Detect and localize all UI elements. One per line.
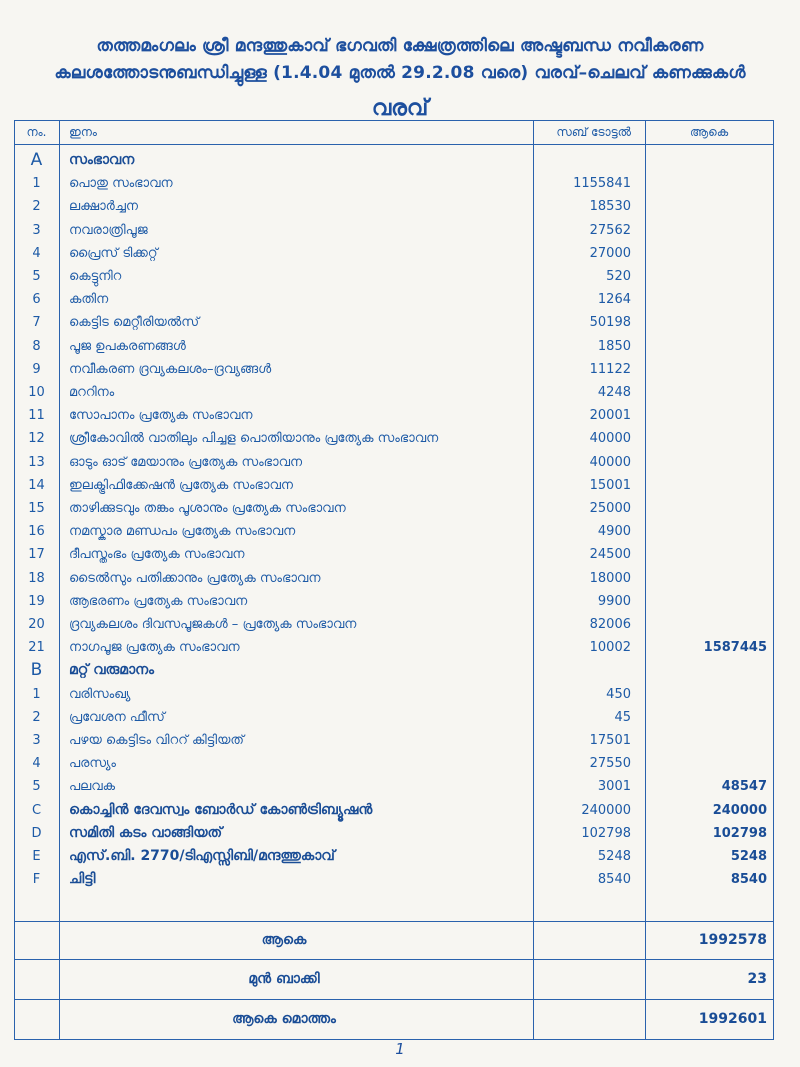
- row-subtotal: 40000: [589, 454, 631, 470]
- row-number: 17: [28, 547, 45, 563]
- table-row: [15, 520, 773, 543]
- row-total: [655, 567, 767, 590]
- row-number: 4: [32, 245, 41, 261]
- row-subtotal: 240000: [581, 802, 631, 818]
- row-item: മറ്റ് വരുമാനം: [69, 662, 155, 679]
- table-row: [15, 567, 773, 590]
- row-item: എസ്.ബി. 2770/ടിഎസ്സിബി/മന്ദത്തുകാവ്: [69, 848, 335, 864]
- row-number: 7: [32, 315, 41, 331]
- row-item: ലക്ഷാർച്ചന: [69, 199, 138, 215]
- table-row: [15, 335, 773, 358]
- table-row: [15, 242, 773, 265]
- row-number: B: [30, 660, 43, 681]
- table-row: [15, 311, 773, 334]
- row-subtotal: 50198: [589, 315, 631, 331]
- summary-label: മുൻ ബാക്കി: [248, 971, 320, 987]
- row-total: [655, 288, 767, 311]
- row-item: പരസ്യം: [69, 756, 116, 772]
- summary-value: 23: [747, 971, 767, 987]
- row-total: [655, 265, 767, 288]
- table-row: [15, 543, 773, 566]
- row-number: 1: [32, 686, 41, 702]
- row-subtotal: 27550: [589, 756, 631, 772]
- row-subtotal: 9900: [597, 593, 631, 609]
- row-total: [655, 543, 767, 566]
- row-number: 5: [32, 269, 41, 284]
- row-number: 21: [28, 640, 45, 656]
- row-subtotal: 4900: [597, 524, 631, 540]
- row-subtotal: 450: [606, 686, 631, 702]
- row-item: പ്രൈസ് ടിക്കറ്റ്: [69, 245, 158, 261]
- table-row: [15, 683, 773, 706]
- row-total: [655, 381, 767, 404]
- row-subtotal: 520: [606, 269, 631, 284]
- row-number: C: [31, 802, 42, 818]
- row-subtotal: [531, 149, 631, 172]
- row-number: A: [30, 150, 43, 170]
- row-number: 11: [28, 408, 45, 424]
- row-number: 2: [32, 709, 41, 725]
- row-subtotal: [531, 659, 631, 682]
- row-subtotal: 40000: [589, 431, 631, 447]
- row-subtotal: 27000: [589, 245, 631, 261]
- row-total: [655, 683, 767, 706]
- table-row: [15, 288, 773, 311]
- row-number: 3: [32, 222, 41, 238]
- row-subtotal: 17501: [589, 733, 631, 748]
- row-item: ഓടും ഓട് മേയാനും പ്രത്യേക സംഭാവന: [69, 454, 303, 470]
- row-item: വരിസംഖ്യ: [69, 686, 131, 702]
- summary-grand-total-row: [15, 1002, 773, 1036]
- table-row: [15, 427, 773, 450]
- summary-total-row: [15, 923, 773, 957]
- row-total: [655, 427, 767, 450]
- row-total: [655, 706, 767, 729]
- row-total: [655, 659, 767, 682]
- row-total: [655, 497, 767, 520]
- summary-label: ആകെ: [261, 932, 307, 948]
- row-number: 14: [28, 477, 45, 493]
- summary-label: ആകെ മൊത്തം: [232, 1011, 336, 1027]
- row-subtotal: 27562: [589, 222, 631, 238]
- row-item: ശ്രീകോവിൽ വാതിലും പിച്ചള പൊതിയാനും പ്രത്യേക സംഭാവന: [69, 431, 439, 447]
- row-total: 5248: [730, 849, 767, 864]
- summary-rule: [15, 959, 773, 960]
- summary-rule: [15, 999, 773, 1000]
- row-item: നവീകരണ ദ്രവ്യകലശം–ദ്രവ്യങ്ങൾ: [69, 361, 272, 377]
- row-item: സംഭാവന: [69, 152, 135, 168]
- row-subtotal: 1155841: [573, 176, 631, 192]
- row-item: ദ്രവ്യകലശം ദിവസപൂജകൾ – പ്രത്യേക സംഭാവന: [69, 617, 357, 632]
- row-number: 19: [28, 593, 45, 609]
- header-rule: [15, 144, 773, 145]
- row-item: നവരാത്രിപൂജ: [69, 222, 148, 238]
- row-number: 9: [32, 361, 41, 377]
- row-total: [655, 729, 767, 752]
- table-row: [15, 381, 773, 404]
- row-number: 20: [28, 617, 45, 632]
- row-item: സമിതി കടം വാങ്ങിയത്: [69, 824, 223, 841]
- row-total: [655, 613, 767, 636]
- title-line-1: തത്തമംഗലം ശ്രീ മന്ദത്തുകാവ് ഭഗവതി ക്ഷേത്രത്തിലെ അഷ്ടബന്ധ നവീകരണ: [96, 36, 704, 56]
- title-line-2: കലശത്തോടനുബന്ധിച്ചുള്ള (1.4.04 മുതൽ 29.2.08 വരെ) വരവ്–ചെലവ് കണക്കുകൾ: [54, 63, 746, 83]
- row-total: [655, 474, 767, 497]
- row-number: 6: [32, 292, 41, 308]
- row-total: [655, 404, 767, 427]
- section-heading: വരവ്: [371, 96, 429, 121]
- table-row: [15, 172, 773, 195]
- row-item: പലവക: [69, 779, 116, 795]
- table-row: [15, 752, 773, 775]
- table-row: [15, 404, 773, 427]
- row-item: ഇലക്ട്രിഫിക്കേഷൻ പ്രത്യേക സംഭാവന: [69, 477, 293, 493]
- row-item: മററിനം: [69, 385, 115, 400]
- table-row: [15, 219, 773, 242]
- row-item: കെട്ടുനിറ: [69, 269, 122, 284]
- table-header: [15, 121, 773, 144]
- row-subtotal: 102798: [581, 825, 631, 841]
- row-number: 13: [28, 454, 45, 470]
- row-total: [655, 335, 767, 358]
- header-subtotal: സബ് ടോട്ടൽ: [556, 125, 631, 139]
- row-item: പ്രവേശന ഫീസ്: [69, 709, 165, 725]
- summary-rule: [15, 921, 773, 922]
- table-row: [15, 799, 773, 822]
- row-item: കതിന: [69, 292, 109, 308]
- row-total: [655, 451, 767, 474]
- row-total: [655, 219, 767, 242]
- row-subtotal: 15001: [589, 477, 631, 493]
- row-subtotal: 5248: [597, 849, 631, 864]
- row-subtotal: 20001: [589, 408, 631, 424]
- row-number: 3: [32, 733, 41, 748]
- section-row: [15, 149, 773, 172]
- row-total: [655, 242, 767, 265]
- table-row: [15, 497, 773, 520]
- table-row: [15, 358, 773, 381]
- row-subtotal: 24500: [589, 547, 631, 563]
- row-number: 4: [32, 756, 41, 772]
- header-item: ഇനം: [69, 125, 97, 139]
- table-row: [15, 729, 773, 752]
- section-row: [15, 659, 773, 682]
- row-item: ദീപസ്തംഭം പ്രത്യേക സംഭാവന: [69, 547, 245, 563]
- summary-value: 1992601: [698, 1011, 767, 1027]
- row-subtotal: 11122: [589, 361, 631, 377]
- row-item: നാഗപൂജ പ്രത്യേക സംഭാവന: [69, 640, 240, 656]
- header-no: നം.: [26, 125, 47, 139]
- table-row: [15, 451, 773, 474]
- row-number: 5: [32, 779, 41, 795]
- table-row: [15, 590, 773, 613]
- row-number: D: [31, 825, 42, 841]
- row-total: 8540: [730, 872, 767, 888]
- table-row: [15, 195, 773, 218]
- row-item: ചിട്ടി: [69, 871, 96, 888]
- row-subtotal: 8540: [597, 872, 631, 888]
- header-total: ആകെ: [689, 125, 729, 139]
- row-number: 8: [32, 338, 41, 354]
- table-row: [15, 845, 773, 868]
- table-row: [15, 265, 773, 288]
- row-number: E: [32, 849, 41, 864]
- table-row: [15, 775, 773, 798]
- table-row: [15, 822, 773, 845]
- row-total: 1587445: [703, 640, 767, 656]
- row-item: ടൈൽസും പതിക്കാനും പ്രത്യേക സംഭാവന: [69, 570, 321, 586]
- row-total: [655, 752, 767, 775]
- row-total: [655, 358, 767, 381]
- table-row: [15, 613, 773, 636]
- row-subtotal: 82006: [589, 617, 631, 632]
- row-total: 240000: [712, 802, 767, 818]
- row-number: 12: [28, 431, 45, 447]
- row-subtotal: 45: [614, 709, 631, 725]
- row-total: [655, 195, 767, 218]
- table-row: [15, 706, 773, 729]
- table-row: [15, 868, 773, 891]
- row-item: താഴിക്കുടവും തങ്കം പൂശാനും പ്രത്യേക സംഭാവന: [69, 501, 346, 516]
- row-number: F: [32, 872, 41, 888]
- row-number: 15: [28, 501, 45, 516]
- row-total: [655, 172, 767, 195]
- row-total: [655, 590, 767, 613]
- row-subtotal: 1850: [597, 338, 631, 354]
- row-subtotal: 25000: [589, 501, 631, 516]
- row-total: 48547: [721, 779, 767, 795]
- row-item: സോപാനം പ്രത്യേക സംഭാവന: [69, 408, 253, 424]
- row-total: [655, 149, 767, 172]
- row-item: ആഭരണം പ്രത്യേക സംഭാവന: [69, 593, 248, 609]
- row-number: 10: [28, 385, 45, 400]
- row-number: 1: [32, 176, 41, 192]
- row-subtotal: 18530: [589, 199, 631, 215]
- row-item: കെട്ടിട മെറ്റീരിയൽസ്: [69, 315, 200, 331]
- row-item: പഴയ കെട്ടിടം വിററ് കിട്ടിയത്: [69, 733, 244, 748]
- row-item: കൊച്ചിൻ ദേവസ്വം ബോർഡ് കോൺട്രിബ്യൂഷൻ: [69, 801, 373, 818]
- row-total: 102798: [712, 825, 767, 841]
- row-item: നമസ്കാര മണ്ഡപം പ്രത്യേക സംഭാവന: [69, 524, 296, 540]
- row-number: 2: [32, 199, 41, 215]
- summary-balance-row: [15, 962, 773, 996]
- page-number: 1: [395, 1040, 405, 1058]
- row-subtotal: 4248: [597, 385, 631, 400]
- row-subtotal: 18000: [589, 570, 631, 586]
- row-number: 16: [28, 524, 45, 540]
- table-row: [15, 636, 773, 659]
- table-row: [15, 474, 773, 497]
- row-item: പൂജ ഉപകരണങ്ങൾ: [69, 338, 186, 354]
- row-total: [655, 311, 767, 334]
- row-subtotal: 10002: [589, 640, 631, 656]
- row-subtotal: 1264: [597, 292, 631, 308]
- summary-value: 1992578: [698, 932, 767, 948]
- ledger-table: [14, 120, 774, 1040]
- row-total: [655, 520, 767, 543]
- row-item: പൊതു സംഭാവന: [69, 176, 173, 192]
- row-number: 18: [28, 570, 45, 586]
- row-subtotal: 3001: [597, 779, 631, 795]
